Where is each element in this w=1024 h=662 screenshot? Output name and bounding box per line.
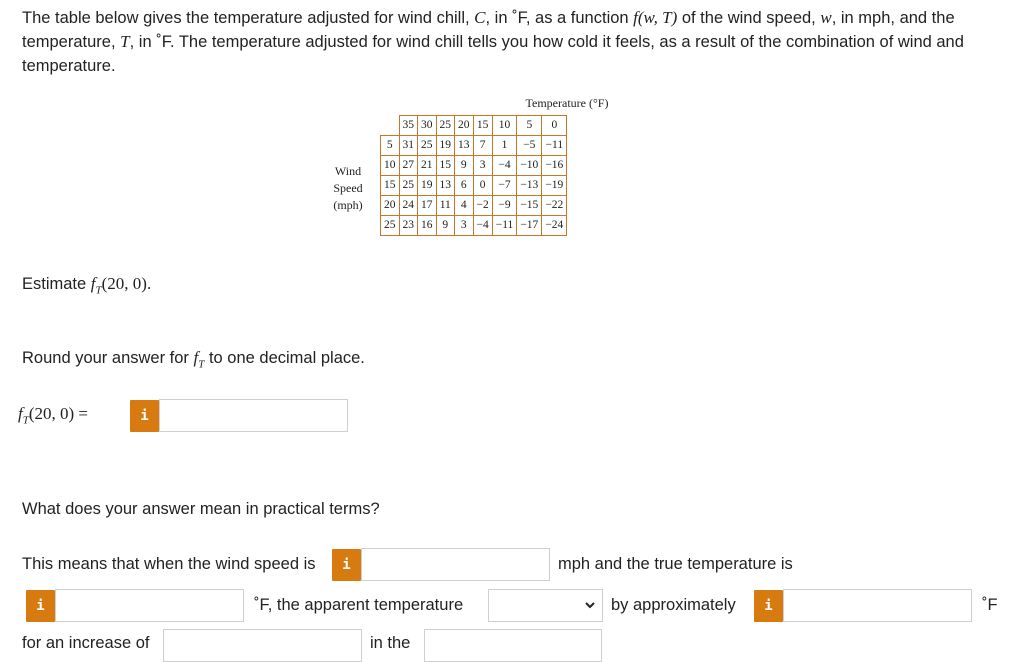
wind-chill-value-cell: −17	[517, 216, 542, 236]
table-corner	[381, 116, 400, 136]
wind-chill-value-cell: −11	[492, 216, 517, 236]
table-row	[381, 216, 567, 236]
temperature-header-cell: 35	[399, 116, 418, 136]
f-symbol: f	[90, 274, 96, 293]
wind-chill-value-cell: 7	[473, 136, 492, 156]
info-icon-button[interactable]: i	[26, 590, 55, 622]
f-symbol: f	[193, 348, 199, 367]
meaning-text: This means that when the wind speed is	[22, 555, 316, 573]
var-t: T	[120, 32, 130, 51]
wind-speed-cell: 25	[381, 216, 400, 236]
wind-chill-value-cell: 27	[399, 156, 418, 176]
wind-chill-value-cell: 9	[436, 216, 455, 236]
wind-chill-value-cell: −4	[473, 216, 492, 236]
chevron-down-icon	[584, 599, 596, 614]
wind-label-line: (mph)	[333, 198, 363, 212]
practical-question: What does your answer mean in practical terms?	[22, 500, 380, 518]
info-icon-button[interactable]: i	[130, 400, 159, 432]
table-row	[381, 136, 567, 156]
meaning-text: mph and the true temperature is	[558, 555, 793, 573]
wind-chill-value-cell: −10	[517, 156, 542, 176]
wind-chill-value-cell: 9	[455, 156, 474, 176]
f-symbol: f	[18, 404, 23, 423]
wind-chill-value-cell: 19	[436, 136, 455, 156]
wind-chill-value-cell: −15	[517, 196, 542, 216]
wind-chill-value-cell: −11	[542, 136, 567, 156]
question-expr: (20, 0).	[101, 274, 152, 293]
wind-speed-label	[330, 163, 366, 214]
wind-chill-value-cell: 1	[492, 136, 517, 156]
wind-speed-cell: 5	[381, 136, 400, 156]
wind-chill-value-cell: 17	[418, 196, 437, 216]
wind-chill-value-cell: −19	[542, 176, 567, 196]
estimate-question	[22, 274, 151, 296]
table-row	[381, 196, 567, 216]
temperature-header-cell: 5	[517, 116, 542, 136]
f-subscript: T	[198, 358, 205, 371]
amount-input[interactable]	[783, 589, 972, 622]
question-text: to one decimal place.	[204, 349, 365, 367]
meaning-text: in the	[370, 634, 411, 652]
unit-label: ˚F	[982, 596, 998, 614]
table-row	[381, 176, 567, 196]
direction-select[interactable]	[488, 589, 603, 622]
intro-text: The table below gives the temperature adjusted for wind chill,	[22, 9, 475, 27]
temperature-title: Temperature (°F)	[525, 96, 609, 110]
wind-chill-value-cell: −9	[492, 196, 517, 216]
wind-speed-cell: 15	[381, 176, 400, 196]
intro-text: , in ˚F, as a function	[485, 9, 634, 27]
temperature-header-cell: 10	[492, 116, 517, 136]
wind-chill-value-cell: −24	[542, 216, 567, 236]
temperature-input[interactable]	[55, 589, 244, 622]
answer-label	[18, 404, 88, 426]
question-text: Estimate	[22, 275, 91, 293]
wind-label-line: Speed	[333, 181, 363, 195]
wind-chill-value-cell: −13	[517, 176, 542, 196]
f-subscript: T	[95, 284, 102, 297]
wind-chill-value-cell: 25	[399, 176, 418, 196]
wind-chill-value-cell: 21	[418, 156, 437, 176]
meaning-text: for an increase of	[22, 634, 150, 652]
temperature-header-cell: 25	[436, 116, 455, 136]
wind-chill-value-cell: 6	[455, 176, 474, 196]
round-instruction	[22, 348, 365, 370]
meaning-text: by approximately	[611, 596, 736, 614]
temperature-header-cell: 20	[455, 116, 474, 136]
wind-label-line: Wind	[334, 164, 362, 178]
wind-speed-cell: 20	[381, 196, 400, 216]
wind-chill-value-cell: 31	[399, 136, 418, 156]
temperature-header-cell: 15	[473, 116, 492, 136]
temperature-header-cell: 0	[542, 116, 567, 136]
wind-chill-value-cell: −2	[473, 196, 492, 216]
wind-chill-value-cell: 13	[455, 136, 474, 156]
table-row	[381, 156, 567, 176]
var-c: C	[474, 8, 486, 27]
wind-chill-value-cell: −5	[517, 136, 542, 156]
wind-chill-value-cell: 16	[418, 216, 437, 236]
question-text: Round your answer for	[22, 349, 194, 367]
meaning-text: ˚F, the apparent temperature	[254, 596, 464, 614]
answer-expr: (20, 0) =	[28, 404, 89, 423]
problem-statement	[22, 6, 997, 78]
wind-chill-value-cell: 0	[473, 176, 492, 196]
data-grid	[380, 115, 567, 236]
wind-chill-value-cell: 11	[436, 196, 455, 216]
intro-text: , in mph, and the temperature,	[22, 9, 955, 51]
f-subscript: T	[22, 414, 29, 427]
wind-chill-value-cell: −7	[492, 176, 517, 196]
wind-chill-value-cell: −22	[542, 196, 567, 216]
wind-chill-value-cell: 23	[399, 216, 418, 236]
wind-chill-value-cell: 19	[418, 176, 437, 196]
info-icon-button[interactable]: i	[754, 590, 783, 622]
wind-chill-value-cell: 15	[436, 156, 455, 176]
wind-speed-cell: 10	[381, 156, 400, 176]
temperature-header-cell: 30	[418, 116, 437, 136]
info-icon-button[interactable]: i	[332, 549, 361, 581]
wind-speed-input[interactable]	[361, 548, 550, 581]
wind-chill-value-cell: 13	[436, 176, 455, 196]
function-expr: f(w, T)	[633, 8, 678, 27]
wind-chill-value-cell: 4	[455, 196, 474, 216]
wind-chill-value-cell: 3	[473, 156, 492, 176]
wind-chill-value-cell: −16	[542, 156, 567, 176]
wind-chill-value-cell: 24	[399, 196, 418, 216]
wind-chill-value-cell: −4	[492, 156, 517, 176]
intro-text: , in ˚F. The temperature adjusted for wind chill tells you how cold it feels, as a result of the combination of wind and temperature.	[22, 33, 964, 75]
wind-chill-value-cell: 3	[455, 216, 474, 236]
intro-text: of the wind speed,	[677, 9, 821, 27]
wind-chill-value-cell: 25	[418, 136, 437, 156]
var-w: w	[820, 8, 832, 27]
answer-input[interactable]	[159, 399, 348, 432]
